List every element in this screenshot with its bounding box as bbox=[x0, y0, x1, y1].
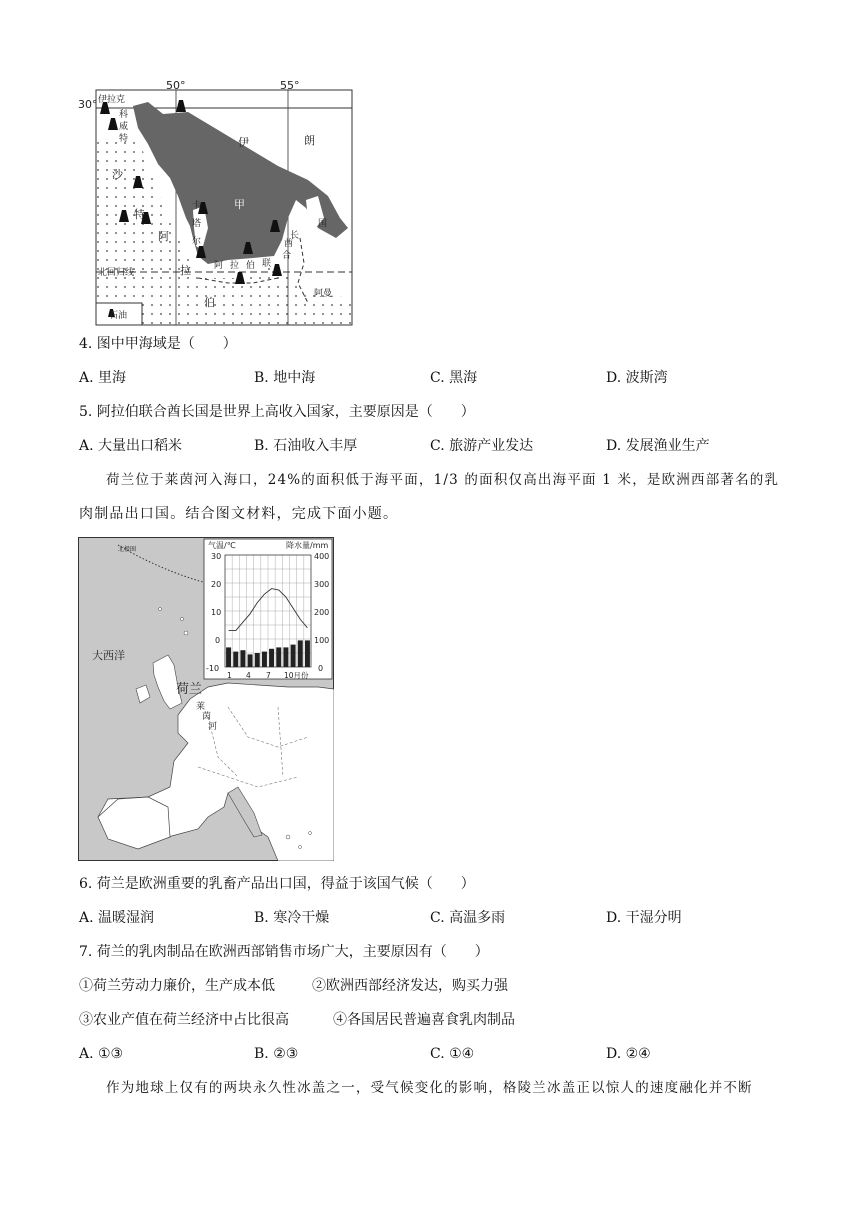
precip-bar-3 bbox=[240, 650, 245, 667]
q6-option-a[interactable]: A. 温暖湿润 bbox=[79, 910, 155, 926]
q7-stem: 7. 荷兰的乳肉制品在欧洲西部销售市场广大，主要原因有（ ） bbox=[79, 944, 489, 960]
q6-option-d[interactable]: D. 干湿分明 bbox=[606, 910, 682, 926]
precip-bar-1 bbox=[226, 647, 231, 667]
river-char-1: 莱 bbox=[196, 702, 206, 712]
tropic-label: 北回归线 bbox=[98, 268, 135, 278]
europe-map-svg bbox=[78, 537, 334, 861]
place-wei: 威 bbox=[119, 122, 129, 132]
q7-option-a[interactable]: A. ①③ bbox=[79, 1046, 124, 1062]
q7-item-3: ③农业产值在荷兰经济中占比很高 bbox=[79, 1012, 289, 1028]
europe-map bbox=[78, 537, 334, 861]
q7-item-1: ①荷兰劳动力廉价，生产成本低 bbox=[79, 978, 275, 994]
place-bo2: 伯 bbox=[204, 296, 215, 309]
river-char-3: 河 bbox=[208, 722, 218, 732]
month-tick-7: 7 bbox=[266, 671, 271, 680]
precip-tick-400: 400 bbox=[314, 552, 330, 561]
sea-jia-label: 甲 bbox=[234, 198, 245, 211]
lat-30-label: 30° bbox=[78, 98, 98, 111]
q6-stem: 6. 荷兰是欧洲重要的乳畜产品出口国，得益于该国气候（ ） bbox=[79, 876, 475, 892]
q4-option-b[interactable]: B. 地中海 bbox=[254, 370, 316, 386]
q4-option-d[interactable]: D. 波斯湾 bbox=[606, 370, 668, 386]
precip-bar-12 bbox=[305, 640, 310, 667]
q5-stem: 5. 阿拉伯联合酋长国是世界上高收入国家，主要原因是（ ） bbox=[79, 404, 475, 420]
place-yi: 伊 bbox=[238, 136, 249, 149]
place-sha: 沙 bbox=[112, 168, 123, 181]
place-oman: 阿曼 bbox=[314, 289, 333, 299]
precip-bar-7 bbox=[269, 649, 274, 667]
precip-bar-5 bbox=[255, 653, 260, 667]
gulf-map-svg bbox=[78, 78, 358, 328]
lon-50-label: 50° bbox=[166, 79, 186, 92]
place-qiu: 酋 bbox=[284, 239, 294, 249]
place-lian: 联 bbox=[262, 259, 272, 269]
q7-option-c[interactable]: C. ①④ bbox=[430, 1046, 475, 1062]
q5-option-b[interactable]: B. 石油收入丰厚 bbox=[254, 438, 358, 454]
place-lang: 朗 bbox=[304, 134, 315, 147]
legend-oil-label: 石油 bbox=[109, 311, 128, 321]
precip-tick-0: 0 bbox=[318, 664, 324, 673]
q4-stem: 4. 图中甲海域是（ ） bbox=[79, 336, 237, 352]
temp-tick-neg10: -10 bbox=[206, 664, 220, 673]
precip-bar-2 bbox=[233, 652, 238, 667]
q6-option-b[interactable]: B. 寒冷干燥 bbox=[254, 910, 330, 926]
precip-tick-200: 200 bbox=[314, 608, 330, 617]
month-tick-4: 4 bbox=[246, 671, 251, 680]
precip-bar-6 bbox=[262, 652, 267, 667]
q5-option-a[interactable]: A. 大量出口稻米 bbox=[79, 438, 183, 454]
month-tick-10: 10月份 bbox=[284, 671, 309, 680]
lon-55-label: 55° bbox=[280, 79, 300, 92]
place-a2: 阿 bbox=[214, 261, 224, 271]
q7-item-4: ④各国居民普遍喜食乳肉制品 bbox=[333, 1012, 515, 1028]
q7-option-b[interactable]: B. ②③ bbox=[254, 1046, 299, 1062]
gulf-map bbox=[78, 78, 358, 328]
atlantic-label: 大西洋 bbox=[92, 649, 125, 662]
place-he: 合 bbox=[282, 251, 292, 261]
place-la2: 拉 bbox=[180, 264, 191, 277]
q7-item-2: ②欧洲西部经济发达，购买力强 bbox=[312, 978, 508, 994]
q4-option-a[interactable]: A. 里海 bbox=[79, 370, 127, 386]
river-char-2: 茵 bbox=[202, 712, 212, 722]
q6-option-c[interactable]: C. 高温多雨 bbox=[430, 910, 506, 926]
place-a: 阿 bbox=[158, 230, 169, 243]
precip-bar-11 bbox=[298, 640, 303, 667]
place-ka: 卡 bbox=[192, 201, 202, 211]
q4-option-c[interactable]: C. 黑海 bbox=[430, 370, 478, 386]
temp-tick-0: 0 bbox=[215, 636, 221, 645]
month-tick-1: 1 bbox=[227, 671, 232, 680]
precip-bar-10 bbox=[291, 645, 296, 667]
q5-option-c[interactable]: C. 旅游产业发达 bbox=[430, 438, 534, 454]
place-ke: 科 bbox=[119, 110, 129, 120]
arctic-label: 北极圈 bbox=[118, 546, 137, 553]
precip-bar-8 bbox=[276, 647, 281, 667]
place-guo: 国 bbox=[318, 219, 328, 229]
temp-axis-title: 气温/℃ bbox=[208, 541, 236, 550]
precip-tick-300: 300 bbox=[314, 580, 330, 589]
precip-bar-4 bbox=[248, 654, 253, 667]
temp-tick-20: 20 bbox=[211, 580, 222, 589]
temp-tick-10: 10 bbox=[211, 608, 222, 617]
place-ta: 塔 bbox=[192, 219, 202, 229]
climate-chart bbox=[204, 539, 332, 680]
q5-option-d[interactable]: D. 发展渔业生产 bbox=[606, 438, 710, 454]
place-te: 特 bbox=[119, 134, 129, 144]
netherlands-label: 荷兰 bbox=[176, 682, 203, 697]
precip-bar-9 bbox=[283, 647, 288, 667]
place-iraq: 伊拉克 bbox=[98, 95, 126, 105]
passage1-line1: 荷兰位于莱茵河入海口，24%的面积低于海平面，1/3 的面积仅高出海平面 1 米，是欧洲西部著名的乳 bbox=[106, 472, 780, 488]
passage1-line2: 肉制品出口国。结合图文材料，完成下面小题。 bbox=[79, 506, 399, 522]
place-la: 拉 bbox=[230, 261, 240, 271]
passage2-line1: 作为地球上仅有的两块永久性冰盖之一，受气候变化的影响，格陵兰冰盖正以惊人的速度融化并不断 bbox=[106, 1080, 753, 1096]
precip-tick-100: 100 bbox=[314, 636, 330, 645]
place-te2: 特 bbox=[134, 208, 145, 221]
temp-tick-30: 30 bbox=[211, 552, 222, 561]
place-bo: 伯 bbox=[246, 261, 256, 271]
q7-option-d[interactable]: D. ②④ bbox=[606, 1046, 651, 1062]
place-zhang: 长 bbox=[290, 231, 300, 241]
place-er: 尔 bbox=[192, 237, 202, 247]
precip-axis-title: 降水量/mm bbox=[286, 541, 329, 550]
